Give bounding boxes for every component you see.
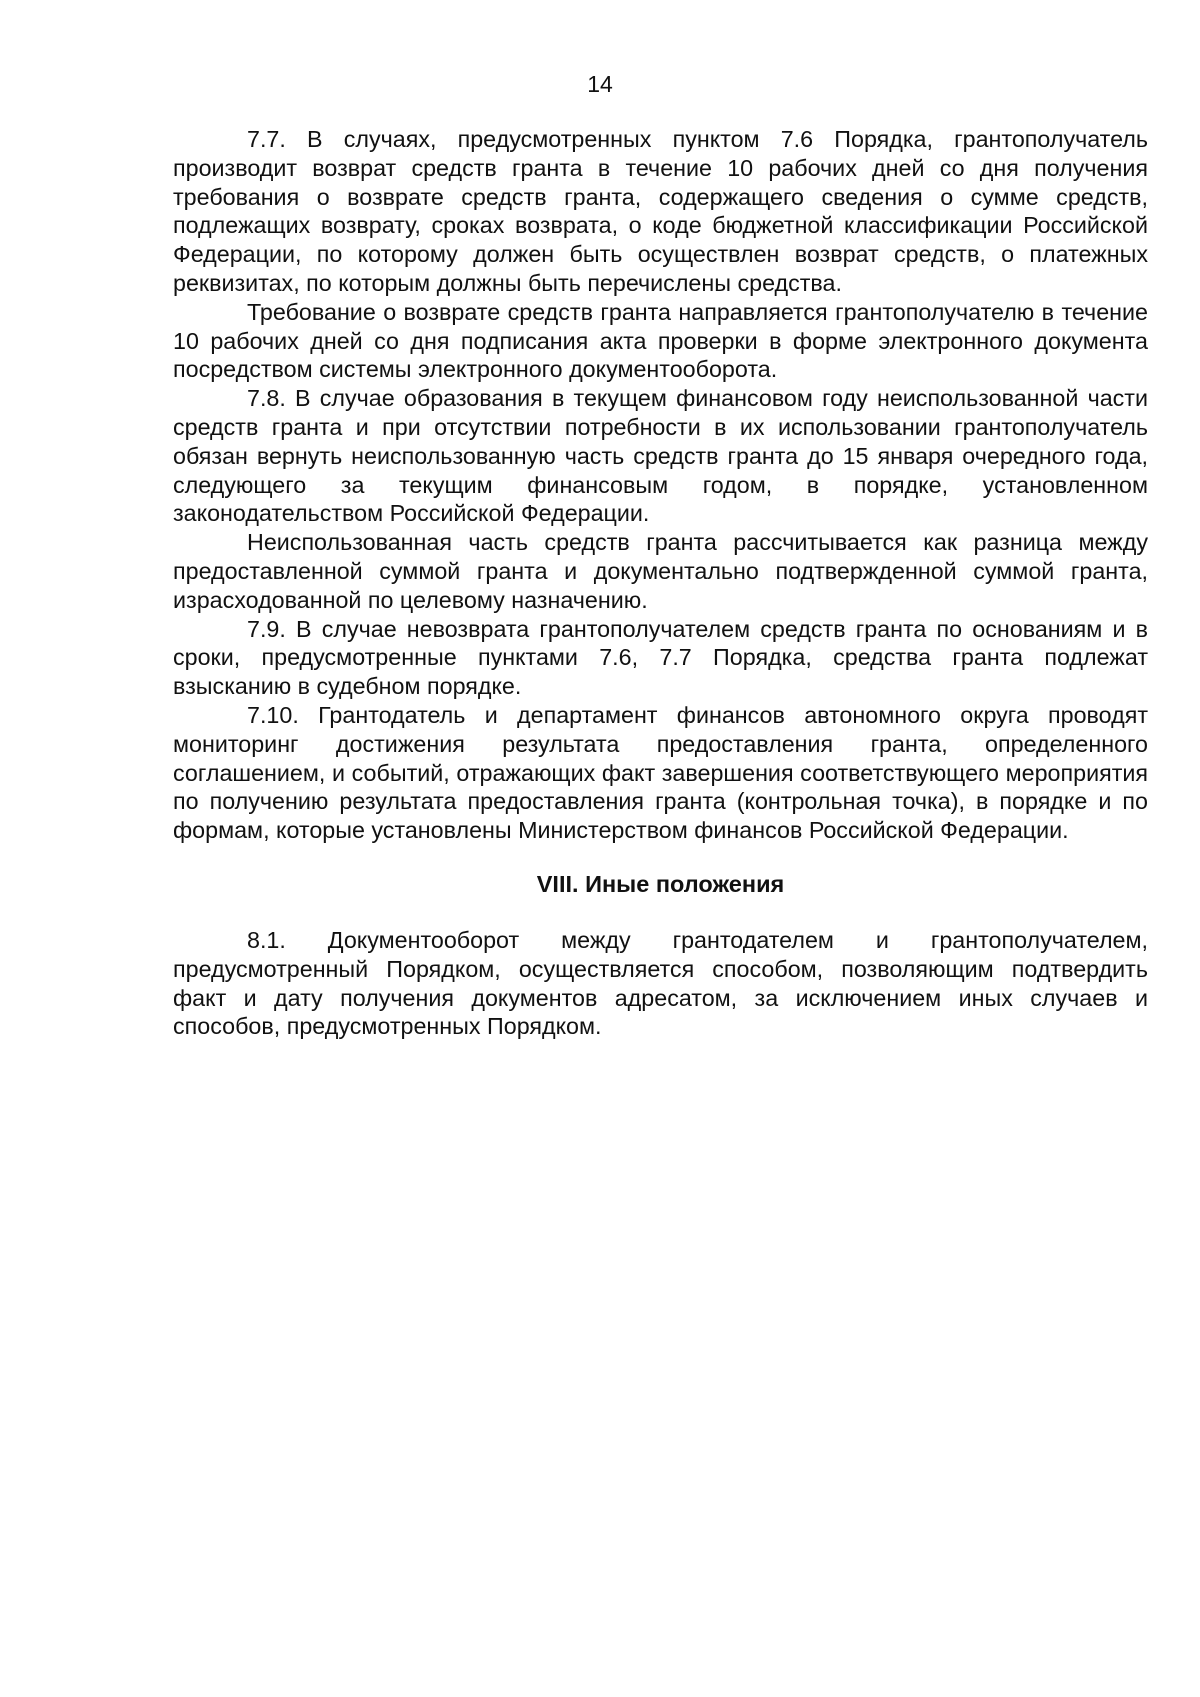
paragraph-7-7: 7.7. В случаях, предусмотренных пунктом 7.6 Порядка, грантополучатель производит возврат средств гранта в течение 10 рабочих дней со дня получения требования о возврате средств гранта, содержащего сведения о сумме средств, подлежащих возврату, сроках возврата, о коде бюджетной классификации Российской Федерации, по которому должен быть осуществлен возврат средств, о платежных реквизитах, по которым должны быть перечислены средства.	[173, 126, 1148, 296]
paragraph-7-9: 7.9. В случае невозврата грантополучателем средств гранта по основаниям и в сроки, предусмотренные пунктами 7.6, 7.7 Порядка, средства гранта подлежат взысканию в судебном порядке.	[173, 615, 1148, 700]
paragraph-8-1: 8.1. Документооборот между грантодателем и грантополучателем, предусмотренный Порядком, осуществляется способом, позволяющим подтвердить факт и дату получения документов адресатом, за исключением иных случаев и способов, предусмотренных Порядком.	[173, 926, 1148, 1040]
page-number: 14	[587, 71, 613, 97]
document-body	[173, 125, 1148, 1041]
paragraph-7-8-unused-part: Неиспользованная часть средств гранта рассчитывается как разница между предоставленной суммой гранта и документально подтвержденной суммой гранта, израсходованной по целевому назначению.	[173, 529, 1148, 613]
paragraph-7-10: 7.10. Грантодатель и департамент финансов автономного округа проводят мониторинг достижения результата предоставления гранта, определенного соглашением, и событий, отражающих факт завершения соответствующего мероприятия по получению результата предоставления гранта (контрольная точка), в порядке и по формам, которые установлены Министерством финансов Российской Федерации.	[173, 701, 1148, 844]
section-heading-viii: VIII. Иные положения	[536, 870, 785, 897]
paragraph-7-7-requirement: Требование о возврате средств гранта направляется грантополучателю в течение 10 рабочих дней со дня подписания акта проверки в форме электронного документа посредством системы электронного документооборота.	[173, 298, 1148, 383]
paragraph-7-8: 7.8. В случае образования в текущем финансовом году неиспользованной части средств гранта и при отсутствии потребности в их использовании грантополучатель обязан вернуть неиспользованную часть средств гранта до 15 января очередного года, следующего за текущим финансовым годом, в порядке, установленном законодательством Российской Федерации.	[173, 385, 1148, 527]
